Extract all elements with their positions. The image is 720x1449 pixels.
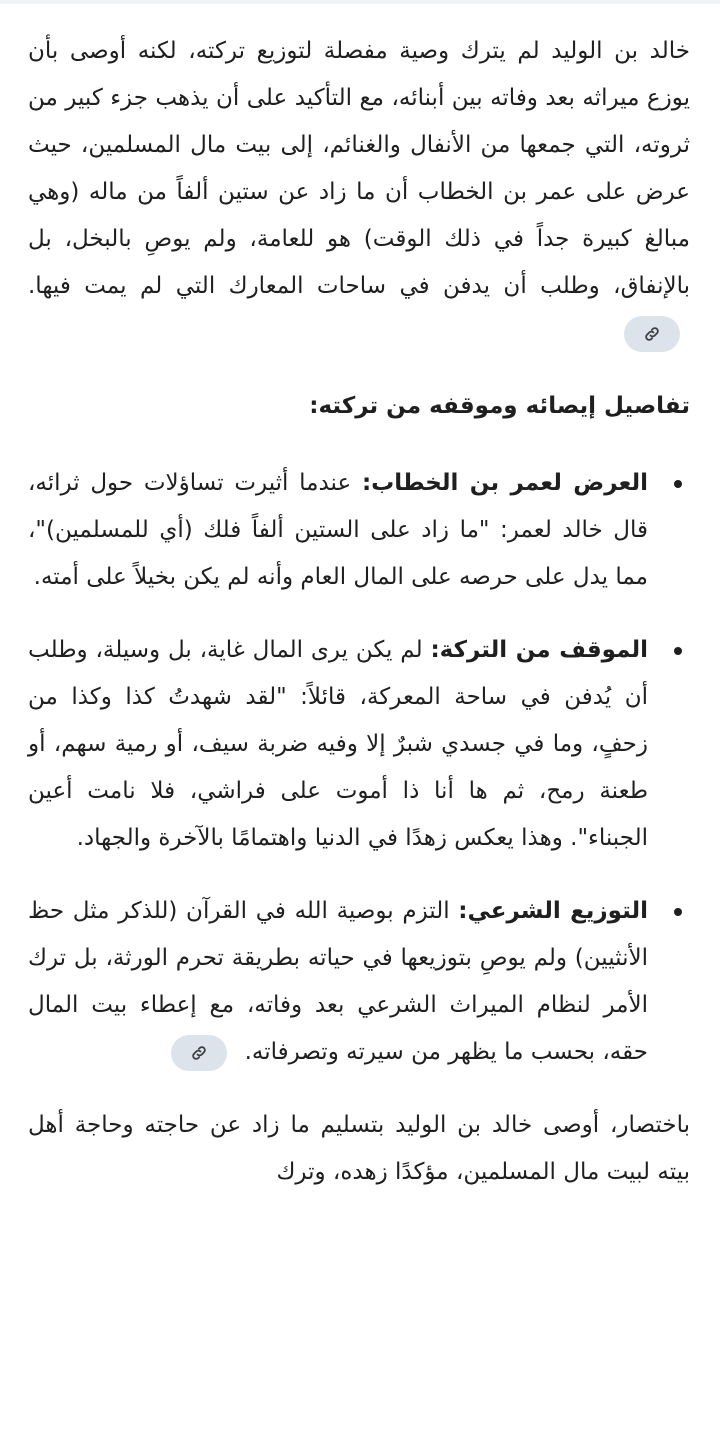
summary-paragraph: باختصار، أوصى خالد بن الوليد بتسليم ما زاد عن حاجته وحاجة أهل بيته لبيت مال المسلمين، مؤكدًا زهده، وترك bbox=[28, 1112, 690, 1185]
list-item-title: الموقف من التركة: bbox=[430, 637, 649, 663]
response-content bbox=[28, 28, 690, 1196]
list-item bbox=[28, 627, 690, 862]
intro-text: خالد بن الوليد لم يترك وصية مفصلة لتوزيع تركته، لكنه أوصى بأن يوزع ميراثه بعد وفاته بين أبنائه، مع التأكيد على أن يذهب جزء كبير من ثروته، التي جمعها من الأنفال والغنائم، إلى بيت مال المسلمين، حيث عرض على عمر بن الخطاب أن ما زاد عن ستين ألفاً من ماله (وهي مبالغ كبيرة جداً في ذلك الوقت) هو للعامة، ولم يوصِ بالبخل، بل بالإنفاق، وطلب أن يدفن في ساحات المعارك التي لم يمت فيها. bbox=[28, 38, 690, 299]
top-divider bbox=[0, 0, 720, 4]
intro-paragraph bbox=[28, 28, 690, 357]
list-item-text: لم يكن يرى المال غاية، بل وسيلة، وطلب أن يُدفن في ساحة المعركة، قائلاً: "لقد شهدتُ كذا وكذا من زحفٍ، وما في جسدي شبرٌ إلا وفيه ضربة سيف، أو رمية سهم، أو طعنة رمح، ثم ها أنا ذا أموت على فراشي، فلا نامت أعين الجبناء". وهذا يعكس زهدًا في الدنيا واهتمامًا بالآخرة والجهاد. bbox=[28, 637, 648, 851]
list-item-text: التزم بوصية الله في القرآن (للذكر مثل حظ الأنثيين) ولم يوصِ بتوزيعها في حياته بطريقة تحرم الورثة، بل ترك الأمر لنظام الميراث الشرعي بعد وفاته، مع إعطاء بيت المال حقه، بحسب ما يظهر من سيرته وتصرفاته. bbox=[28, 898, 648, 1065]
source-link-chip[interactable] bbox=[624, 316, 680, 352]
link-icon bbox=[190, 1044, 208, 1062]
bullet-icon bbox=[674, 908, 682, 916]
list-item bbox=[28, 460, 690, 601]
bullet-icon bbox=[674, 480, 682, 488]
list-item-text: عندما أثيرت تساؤلات حول ثرائه، قال خالد لعمر: "ما زاد على الستين ألفاً فلك (أي للمسلمين)"، مما يدل على حرصه على المال العام وأنه لم يكن بخيلاً على أمته. bbox=[28, 470, 648, 590]
section-heading: تفاصيل إيصائه وموقفه من تركته: bbox=[309, 393, 690, 419]
list-item-title: العرض لعمر بن الخطاب: bbox=[361, 470, 649, 496]
link-icon bbox=[643, 325, 661, 343]
source-link-chip[interactable] bbox=[171, 1035, 227, 1071]
bullet-icon bbox=[674, 647, 682, 655]
list-item bbox=[28, 888, 690, 1076]
details-list bbox=[28, 460, 690, 1076]
list-item-title: التوزيع الشرعي: bbox=[458, 898, 648, 924]
